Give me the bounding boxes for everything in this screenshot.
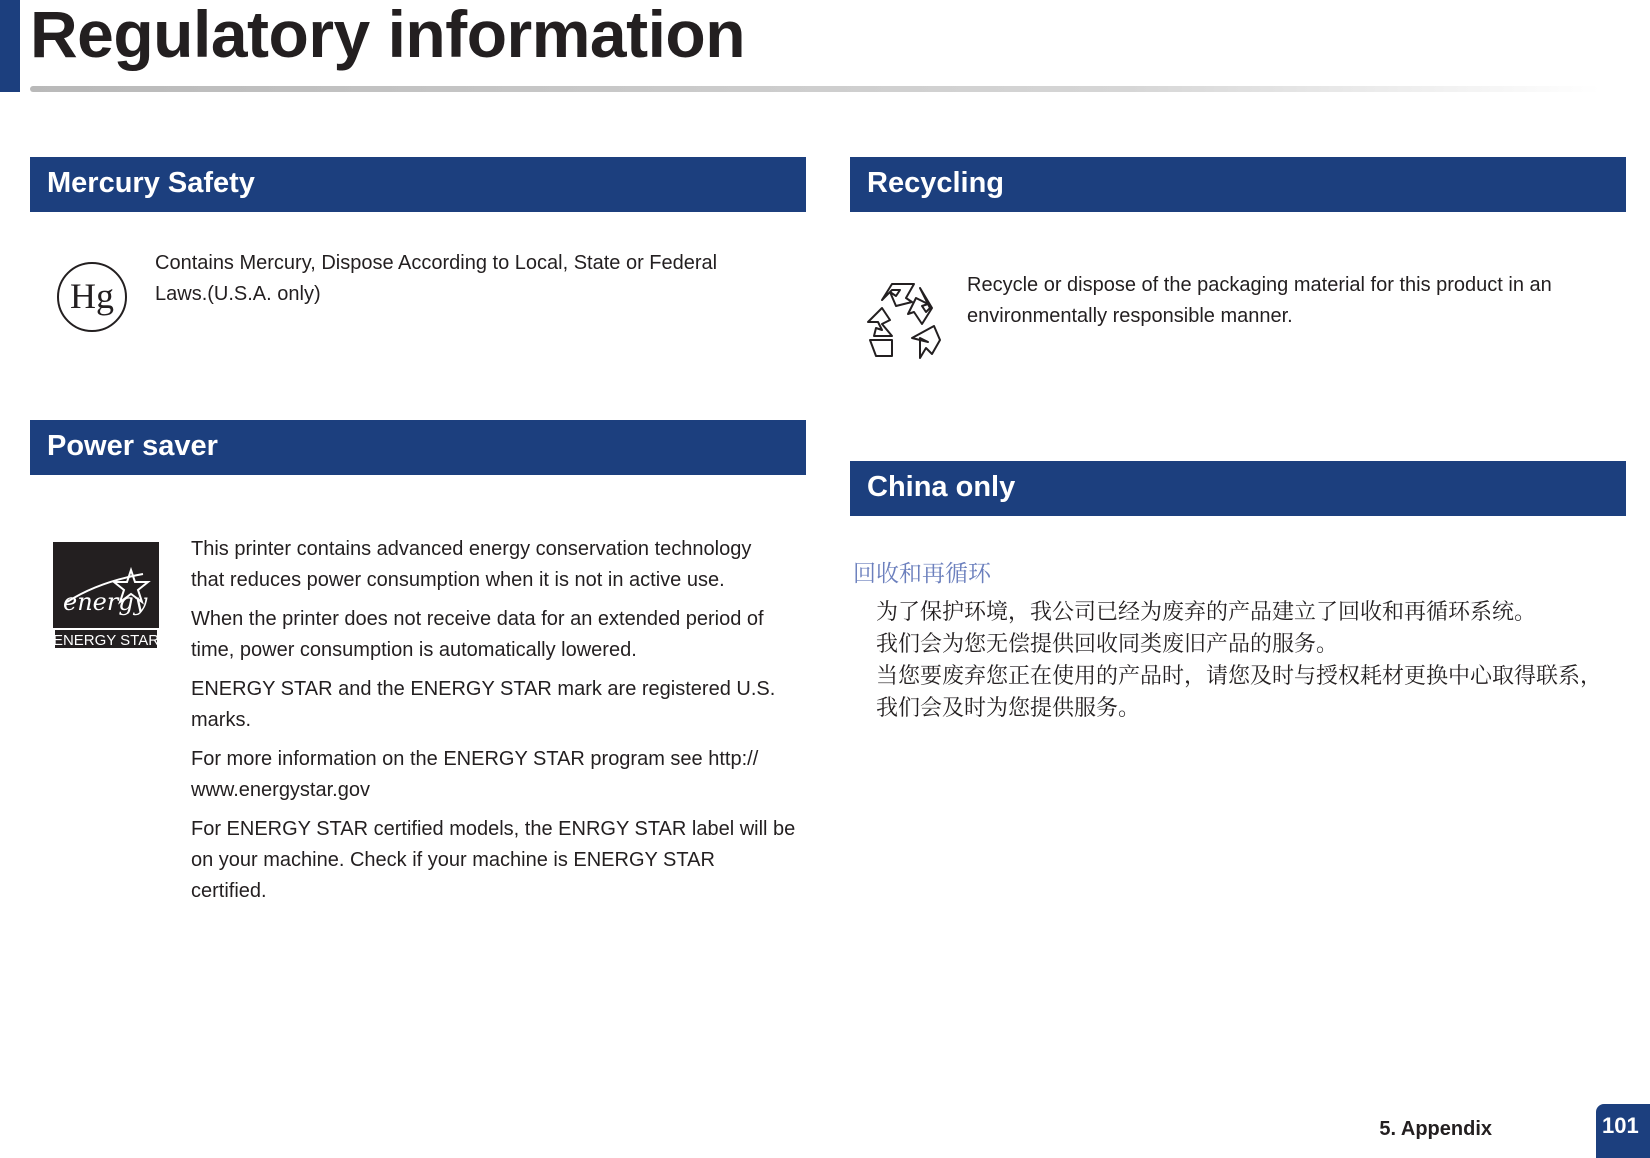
energy-script: energy — [63, 588, 148, 616]
power-para-4-line-1: For more information on the ENERGY STAR program see http:// — [191, 748, 759, 770]
recycle-icon — [862, 278, 948, 369]
recycling-line-1: Recycle or dispose of the packaging material for this product in an — [967, 274, 1552, 296]
power-para-4-line-2: www.energystar.gov — [191, 779, 370, 801]
mercury-hg-icon — [55, 260, 129, 339]
power-para-5-line-2: on your machine. Check if your machine is ENERGY STAR — [191, 849, 715, 871]
mercury-line-1: Contains Mercury, Dispose According to Local, State or Federal — [155, 252, 718, 274]
china-only-header: China only — [850, 461, 1626, 516]
power-para-5 — [191, 814, 801, 907]
page-number: 101 — [1596, 1104, 1650, 1158]
china-line-2: 我们会为您无偿提供回收同类废旧产品的服务。 — [876, 632, 1339, 657]
title-accent-bar — [0, 0, 20, 92]
power-para-3 — [191, 674, 801, 736]
power-para-2 — [191, 604, 801, 666]
power-para-2-line-2: time, power consumption is automatically lowered. — [191, 639, 637, 661]
mercury-line-2: Laws.(U.S.A. only) — [155, 283, 321, 305]
hg-label: Hg — [70, 276, 114, 316]
china-line-3: 当您要废弃您正在使用的产品时，请您及时与授权耗材更换中心取得联系， — [876, 664, 1603, 689]
china-line-4: 我们会及时为您提供服务。 — [876, 696, 1141, 721]
mercury-safety-header: Mercury Safety — [30, 157, 806, 212]
page-title: Regulatory information — [30, 0, 746, 71]
title-divider — [30, 86, 1600, 92]
recycling-header: Recycling — [850, 157, 1626, 212]
footer-chapter-label: 5. Appendix — [1379, 1118, 1492, 1140]
energy-star-label: ENERGY STAR — [53, 632, 159, 649]
china-text — [876, 597, 1602, 725]
energy-star-icon — [53, 542, 159, 655]
power-para-1-line-2: that reduces power consumption when it is not in active use. — [191, 569, 725, 591]
recycling-line-2: environmentally responsible manner. — [967, 305, 1293, 327]
power-saver-text — [191, 534, 801, 915]
china-line-1: 为了保护环境，我公司已经为废弃的产品建立了回收和再循环系统。 — [876, 600, 1537, 625]
power-para-2-line-1: When the printer does not receive data for an extended period of — [191, 608, 764, 630]
power-para-1-line-1: This printer contains advanced energy conservation technology — [191, 538, 752, 560]
power-para-3-line-2: marks. — [191, 709, 251, 731]
power-para-3-line-1: ENERGY STAR and the ENERGY STAR mark are registered U.S. — [191, 678, 776, 700]
power-para-4 — [191, 744, 801, 806]
power-saver-header: Power saver — [30, 420, 806, 475]
power-para-5-line-3: certified. — [191, 880, 267, 902]
china-recycling-heading: 回收和再循环 — [853, 561, 991, 587]
recycling-text — [967, 270, 1607, 332]
power-para-5-line-1: For ENERGY STAR certified models, the ENRGY STAR label will be — [191, 818, 796, 840]
mercury-text — [155, 248, 755, 310]
power-para-1 — [191, 534, 801, 596]
